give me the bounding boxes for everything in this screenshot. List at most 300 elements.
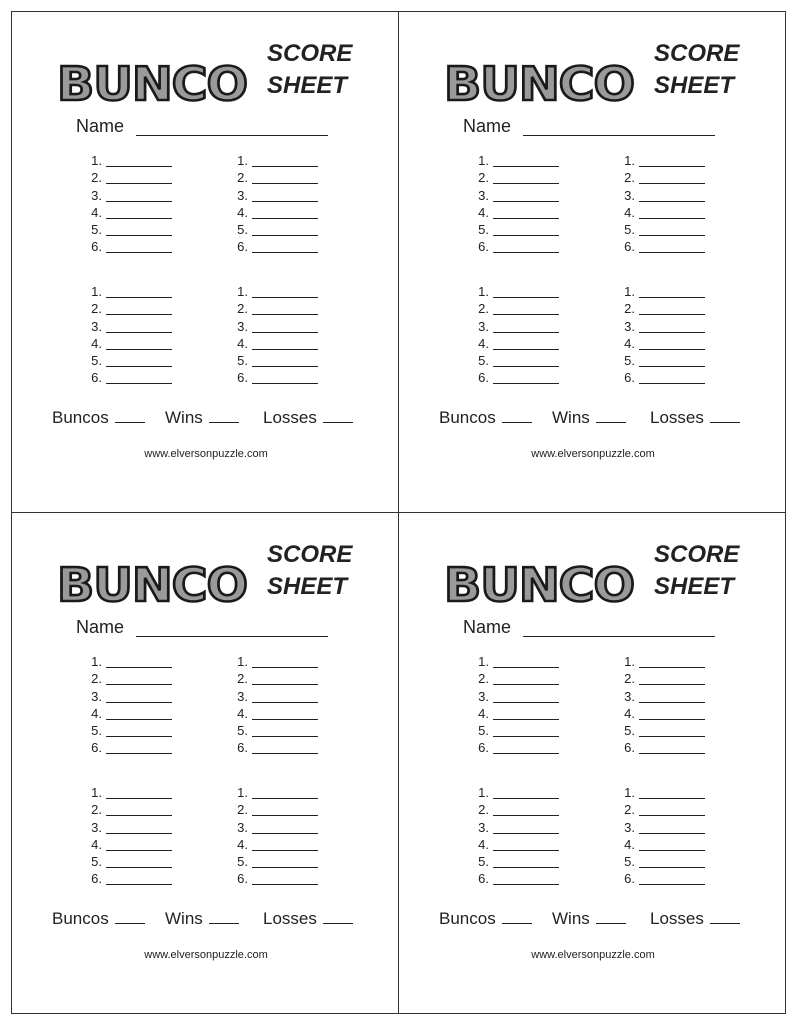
name-label: Name — [463, 116, 512, 136]
slot-number: 3. — [91, 819, 102, 835]
score-slot[interactable] — [218, 784, 328, 801]
score-slot[interactable] — [72, 283, 182, 300]
name-field[interactable] — [463, 617, 511, 638]
slot-number: 3. — [478, 688, 489, 704]
score-slot[interactable] — [218, 688, 328, 705]
score-slot[interactable] — [72, 870, 182, 887]
slot-blank-line[interactable] — [106, 719, 172, 720]
score-slot[interactable] — [72, 819, 182, 836]
slot-blank-line[interactable] — [493, 297, 559, 298]
score-slot[interactable] — [218, 335, 328, 352]
slot-blank-line[interactable] — [493, 867, 559, 868]
slot-blank-line[interactable] — [493, 833, 559, 834]
score-slot[interactable] — [459, 318, 569, 335]
score-slot[interactable] — [605, 221, 715, 238]
score-slot[interactable] — [605, 801, 715, 818]
losses-field[interactable] — [263, 909, 353, 929]
losses-blank-line[interactable] — [710, 923, 740, 924]
wins-field[interactable] — [552, 408, 626, 428]
buncos-field[interactable] — [439, 408, 532, 428]
slot-number: 3. — [624, 318, 635, 334]
slot-number: 1. — [624, 153, 635, 168]
slot-number: 4. — [624, 335, 635, 351]
slot-blank-line[interactable] — [252, 218, 318, 219]
score-slot[interactable] — [605, 352, 715, 369]
score-slot[interactable] — [218, 853, 328, 870]
slot-number: 1. — [237, 785, 248, 800]
slot-number: 6. — [91, 740, 102, 756]
slot-blank-line[interactable] — [493, 850, 559, 851]
score-slot[interactable] — [72, 801, 182, 818]
slot-number: 2. — [237, 671, 248, 687]
wins-blank-line[interactable] — [209, 923, 239, 924]
score-slot[interactable] — [605, 653, 715, 670]
score-slot[interactable] — [459, 705, 569, 722]
score-slot[interactable] — [459, 739, 569, 756]
buncos-field[interactable] — [52, 909, 145, 929]
score-slot[interactable] — [605, 335, 715, 352]
score-slot[interactable] — [218, 152, 328, 169]
score-slot[interactable] — [218, 739, 328, 756]
slot-blank-line[interactable] — [106, 815, 172, 816]
score-slot[interactable] — [605, 187, 715, 204]
score-slot[interactable] — [605, 369, 715, 386]
score-slot[interactable] — [605, 739, 715, 756]
wins-field[interactable] — [165, 909, 239, 929]
slot-number: 2. — [237, 170, 248, 186]
score-card — [398, 512, 786, 1014]
score-slot[interactable] — [218, 670, 328, 687]
slot-blank-line[interactable] — [639, 297, 705, 298]
slot-number: 3. — [237, 187, 248, 203]
losses-field[interactable] — [263, 408, 353, 428]
score-slot[interactable] — [72, 705, 182, 722]
sheet-subtitle — [654, 38, 764, 102]
slot-number: 1. — [624, 654, 635, 669]
score-slot[interactable] — [459, 283, 569, 300]
score-slot[interactable] — [459, 870, 569, 887]
score-slot[interactable] — [72, 221, 182, 238]
slot-number: 4. — [478, 204, 489, 220]
slot-number: 1. — [237, 654, 248, 669]
score-slot[interactable] — [72, 688, 182, 705]
score-slot[interactable] — [218, 300, 328, 317]
score-slot[interactable] — [72, 300, 182, 317]
subtitle-word: SCORE — [654, 40, 740, 67]
slot-blank-line[interactable] — [252, 884, 318, 885]
score-slot[interactable] — [459, 300, 569, 317]
losses-label: Losses — [650, 408, 704, 427]
score-slot[interactable] — [605, 283, 715, 300]
slot-number: 4. — [91, 335, 102, 351]
name-field[interactable] — [76, 116, 124, 137]
score-slot[interactable] — [72, 352, 182, 369]
slot-blank-line[interactable] — [493, 235, 559, 236]
round-group-bottom-right — [218, 283, 328, 387]
slot-number: 3. — [237, 688, 248, 704]
slot-number: 6. — [478, 239, 489, 255]
score-slot[interactable] — [459, 169, 569, 186]
slot-blank-line[interactable] — [493, 753, 559, 754]
slot-blank-line[interactable] — [106, 850, 172, 851]
slot-number: 4. — [624, 705, 635, 721]
score-slot[interactable] — [605, 169, 715, 186]
buncos-blank-line[interactable] — [115, 422, 145, 423]
slot-blank-line[interactable] — [106, 667, 172, 668]
website-url: www.elversonpuzzle.com — [144, 949, 268, 961]
slot-blank-line[interactable] — [493, 667, 559, 668]
slot-number: 5. — [91, 854, 102, 870]
score-slot[interactable] — [218, 705, 328, 722]
round-group-top-left — [459, 653, 569, 757]
slot-number: 5. — [478, 854, 489, 870]
slot-blank-line[interactable] — [493, 183, 559, 184]
slot-blank-line[interactable] — [639, 383, 705, 384]
slot-blank-line[interactable] — [106, 736, 172, 737]
wins-label: Wins — [165, 909, 203, 928]
slot-blank-line[interactable] — [106, 684, 172, 685]
score-slot[interactable] — [218, 187, 328, 204]
slot-blank-line[interactable] — [106, 332, 172, 333]
name-label: Name — [76, 617, 125, 637]
slot-blank-line[interactable] — [106, 252, 172, 253]
slot-blank-line[interactable] — [639, 183, 705, 184]
slot-blank-line[interactable] — [639, 753, 705, 754]
slot-number: 2. — [478, 671, 489, 687]
slot-blank-line[interactable] — [252, 235, 318, 236]
score-slot[interactable] — [218, 836, 328, 853]
round-group-top-right — [605, 152, 715, 256]
slot-blank-line[interactable] — [252, 815, 318, 816]
score-slot[interactable] — [605, 784, 715, 801]
score-slot[interactable] — [72, 335, 182, 352]
score-slot[interactable] — [218, 221, 328, 238]
buncos-blank-line[interactable] — [502, 422, 532, 423]
score-slot[interactable] — [72, 238, 182, 255]
slot-number: 4. — [237, 335, 248, 351]
subtitle-word: SHEET — [654, 573, 735, 600]
slot-blank-line[interactable] — [639, 702, 705, 703]
slot-blank-line[interactable] — [106, 702, 172, 703]
slot-blank-line[interactable] — [252, 719, 318, 720]
wins-field[interactable] — [552, 909, 626, 929]
name-label: Name — [463, 617, 512, 637]
score-slot[interactable] — [72, 670, 182, 687]
score-slot[interactable] — [218, 238, 328, 255]
slot-blank-line[interactable] — [493, 218, 559, 219]
score-slot[interactable] — [605, 819, 715, 836]
score-slot[interactable] — [459, 784, 569, 801]
slot-blank-line[interactable] — [252, 183, 318, 184]
score-slot[interactable] — [72, 204, 182, 221]
round-group-bottom-left — [459, 283, 569, 387]
slot-blank-line[interactable] — [639, 201, 705, 202]
score-slot[interactable] — [459, 204, 569, 221]
slot-blank-line[interactable] — [106, 297, 172, 298]
slot-blank-line[interactable] — [106, 884, 172, 885]
slot-number: 5. — [91, 353, 102, 369]
slot-number: 2. — [91, 671, 102, 687]
slot-blank-line[interactable] — [639, 815, 705, 816]
slot-blank-line[interactable] — [639, 719, 705, 720]
score-slot[interactable] — [72, 187, 182, 204]
slot-blank-line[interactable] — [106, 867, 172, 868]
slot-number: 2. — [624, 671, 635, 687]
slot-blank-line[interactable] — [493, 166, 559, 167]
slot-number: 3. — [624, 187, 635, 203]
slot-blank-line[interactable] — [639, 235, 705, 236]
slot-number: 6. — [237, 740, 248, 756]
slot-number: 2. — [624, 802, 635, 818]
score-slot[interactable] — [605, 204, 715, 221]
score-slot[interactable] — [459, 238, 569, 255]
score-slot[interactable] — [218, 369, 328, 386]
slot-blank-line[interactable] — [252, 867, 318, 868]
slot-blank-line[interactable] — [493, 349, 559, 350]
buncos-field[interactable] — [439, 909, 532, 929]
score-slot[interactable] — [459, 670, 569, 687]
slot-number: 3. — [478, 318, 489, 334]
losses-blank-line[interactable] — [323, 923, 353, 924]
slot-blank-line[interactable] — [639, 252, 705, 253]
score-slot[interactable] — [72, 722, 182, 739]
score-slot[interactable] — [72, 784, 182, 801]
round-group-top-right — [605, 653, 715, 757]
score-slot[interactable] — [605, 853, 715, 870]
score-slot[interactable] — [605, 152, 715, 169]
slot-number: 1. — [237, 153, 248, 168]
score-slot[interactable] — [459, 352, 569, 369]
round-group-top-left — [72, 152, 182, 256]
website-url: www.elversonpuzzle.com — [144, 448, 268, 460]
wins-blank-line[interactable] — [596, 422, 626, 423]
wins-blank-line[interactable] — [209, 422, 239, 423]
slot-blank-line[interactable] — [252, 667, 318, 668]
slot-number: 2. — [478, 802, 489, 818]
score-slot[interactable] — [218, 283, 328, 300]
buncos-field[interactable] — [52, 408, 145, 428]
score-slot[interactable] — [72, 836, 182, 853]
slot-blank-line[interactable] — [493, 684, 559, 685]
score-slot[interactable] — [459, 722, 569, 739]
slot-blank-line[interactable] — [106, 833, 172, 834]
score-slot[interactable] — [72, 739, 182, 756]
losses-blank-line[interactable] — [323, 422, 353, 423]
slot-number: 1. — [91, 785, 102, 800]
slot-blank-line[interactable] — [639, 833, 705, 834]
score-slot[interactable] — [605, 705, 715, 722]
subtitle-word: SCORE — [267, 541, 353, 568]
score-slot[interactable] — [459, 653, 569, 670]
slot-blank-line[interactable] — [252, 166, 318, 167]
score-slot[interactable] — [605, 836, 715, 853]
slot-blank-line[interactable] — [252, 798, 318, 799]
slot-blank-line[interactable] — [493, 366, 559, 367]
slot-blank-line[interactable] — [639, 218, 705, 219]
score-slot[interactable] — [72, 653, 182, 670]
slot-blank-line[interactable] — [252, 753, 318, 754]
slot-number: 2. — [478, 170, 489, 186]
score-slot[interactable] — [459, 836, 569, 853]
slot-blank-line[interactable] — [106, 201, 172, 202]
score-slot[interactable] — [605, 670, 715, 687]
slot-number: 3. — [478, 819, 489, 835]
score-slot[interactable] — [605, 722, 715, 739]
slot-blank-line[interactable] — [493, 719, 559, 720]
slot-blank-line[interactable] — [639, 884, 705, 885]
slot-blank-line[interactable] — [106, 235, 172, 236]
score-slot[interactable] — [218, 318, 328, 335]
score-slot[interactable] — [459, 335, 569, 352]
wins-label: Wins — [552, 408, 590, 427]
slot-number: 2. — [91, 802, 102, 818]
score-slot[interactable] — [72, 152, 182, 169]
slot-blank-line[interactable] — [252, 314, 318, 315]
slot-blank-line[interactable] — [493, 314, 559, 315]
slot-blank-line[interactable] — [639, 736, 705, 737]
slot-number: 6. — [91, 239, 102, 255]
slot-number: 3. — [91, 318, 102, 334]
slot-number: 1. — [478, 284, 489, 299]
slot-blank-line[interactable] — [639, 850, 705, 851]
score-slot[interactable] — [72, 169, 182, 186]
score-slot[interactable] — [459, 853, 569, 870]
slot-blank-line[interactable] — [252, 702, 318, 703]
bunco-logo-text: BUNCO — [444, 558, 634, 612]
slot-number: 3. — [237, 819, 248, 835]
slot-number: 1. — [478, 153, 489, 168]
slot-blank-line[interactable] — [252, 201, 318, 202]
losses-field[interactable] — [650, 909, 740, 929]
score-slot[interactable] — [459, 369, 569, 386]
score-slot[interactable] — [218, 653, 328, 670]
score-slot[interactable] — [459, 187, 569, 204]
name-blank-line[interactable] — [136, 135, 328, 136]
score-slot[interactable] — [218, 870, 328, 887]
slot-blank-line[interactable] — [106, 383, 172, 384]
score-slot[interactable] — [459, 801, 569, 818]
score-slot[interactable] — [605, 300, 715, 317]
slot-blank-line[interactable] — [252, 366, 318, 367]
slot-number: 4. — [624, 204, 635, 220]
buncos-blank-line[interactable] — [502, 923, 532, 924]
slot-blank-line[interactable] — [493, 332, 559, 333]
slot-blank-line[interactable] — [252, 332, 318, 333]
slot-blank-line[interactable] — [639, 166, 705, 167]
score-slot[interactable] — [218, 352, 328, 369]
name-field[interactable] — [76, 617, 124, 638]
score-slot[interactable] — [218, 204, 328, 221]
score-slot[interactable] — [605, 688, 715, 705]
slot-number: 4. — [91, 836, 102, 852]
slot-number: 2. — [624, 170, 635, 186]
slot-blank-line[interactable] — [639, 798, 705, 799]
slot-blank-line[interactable] — [252, 833, 318, 834]
slot-blank-line[interactable] — [252, 684, 318, 685]
slot-blank-line[interactable] — [252, 383, 318, 384]
name-blank-line[interactable] — [136, 636, 328, 637]
slot-number: 4. — [91, 705, 102, 721]
slot-blank-line[interactable] — [252, 297, 318, 298]
slot-blank-line[interactable] — [493, 201, 559, 202]
slot-number: 6. — [624, 239, 635, 255]
slot-blank-line[interactable] — [639, 867, 705, 868]
score-slot[interactable] — [605, 318, 715, 335]
slot-blank-line[interactable] — [493, 884, 559, 885]
round-group-bottom-left — [72, 784, 182, 888]
slot-blank-line[interactable] — [493, 736, 559, 737]
score-slot[interactable] — [459, 221, 569, 238]
slot-blank-line[interactable] — [639, 332, 705, 333]
score-slot[interactable] — [218, 819, 328, 836]
buncos-blank-line[interactable] — [115, 923, 145, 924]
slot-blank-line[interactable] — [106, 166, 172, 167]
score-slot[interactable] — [605, 238, 715, 255]
score-slot[interactable] — [72, 853, 182, 870]
slot-number: 5. — [478, 723, 489, 739]
slot-blank-line[interactable] — [493, 702, 559, 703]
slot-blank-line[interactable] — [252, 349, 318, 350]
score-slot[interactable] — [72, 369, 182, 386]
name-blank-line[interactable] — [523, 135, 715, 136]
slot-blank-line[interactable] — [252, 736, 318, 737]
subtitle-word: SHEET — [267, 72, 348, 99]
slot-number: 3. — [91, 187, 102, 203]
slot-blank-line[interactable] — [106, 183, 172, 184]
sheet-subtitle — [267, 38, 377, 102]
slot-blank-line[interactable] — [106, 366, 172, 367]
slot-number: 2. — [624, 301, 635, 317]
slot-blank-line[interactable] — [106, 314, 172, 315]
score-slot[interactable] — [218, 169, 328, 186]
score-slot[interactable] — [72, 318, 182, 335]
score-slot[interactable] — [218, 722, 328, 739]
losses-field[interactable] — [650, 408, 740, 428]
slot-blank-line[interactable] — [106, 218, 172, 219]
score-slot[interactable] — [459, 688, 569, 705]
slot-blank-line[interactable] — [252, 850, 318, 851]
slot-blank-line[interactable] — [493, 383, 559, 384]
score-slot[interactable] — [218, 801, 328, 818]
slot-blank-line[interactable] — [639, 366, 705, 367]
losses-blank-line[interactable] — [710, 422, 740, 423]
slot-blank-line[interactable] — [106, 753, 172, 754]
slot-blank-line[interactable] — [639, 667, 705, 668]
slot-number: 5. — [478, 353, 489, 369]
slot-blank-line[interactable] — [252, 252, 318, 253]
slot-blank-line[interactable] — [639, 684, 705, 685]
wins-field[interactable] — [165, 408, 239, 428]
slot-blank-line[interactable] — [639, 349, 705, 350]
slot-number: 1. — [478, 785, 489, 800]
name-blank-line[interactable] — [523, 636, 715, 637]
slot-blank-line[interactable] — [493, 798, 559, 799]
slot-blank-line[interactable] — [106, 798, 172, 799]
slot-number: 3. — [91, 688, 102, 704]
slot-blank-line[interactable] — [493, 815, 559, 816]
score-slot[interactable] — [459, 152, 569, 169]
score-slot[interactable] — [605, 870, 715, 887]
subtitle-word: SCORE — [654, 541, 740, 568]
name-field[interactable] — [463, 116, 511, 137]
score-slot[interactable] — [459, 819, 569, 836]
wins-blank-line[interactable] — [596, 923, 626, 924]
slot-number: 4. — [91, 204, 102, 220]
slot-blank-line[interactable] — [106, 349, 172, 350]
round-group-top-left — [459, 152, 569, 256]
slot-blank-line[interactable] — [639, 314, 705, 315]
slot-blank-line[interactable] — [493, 252, 559, 253]
